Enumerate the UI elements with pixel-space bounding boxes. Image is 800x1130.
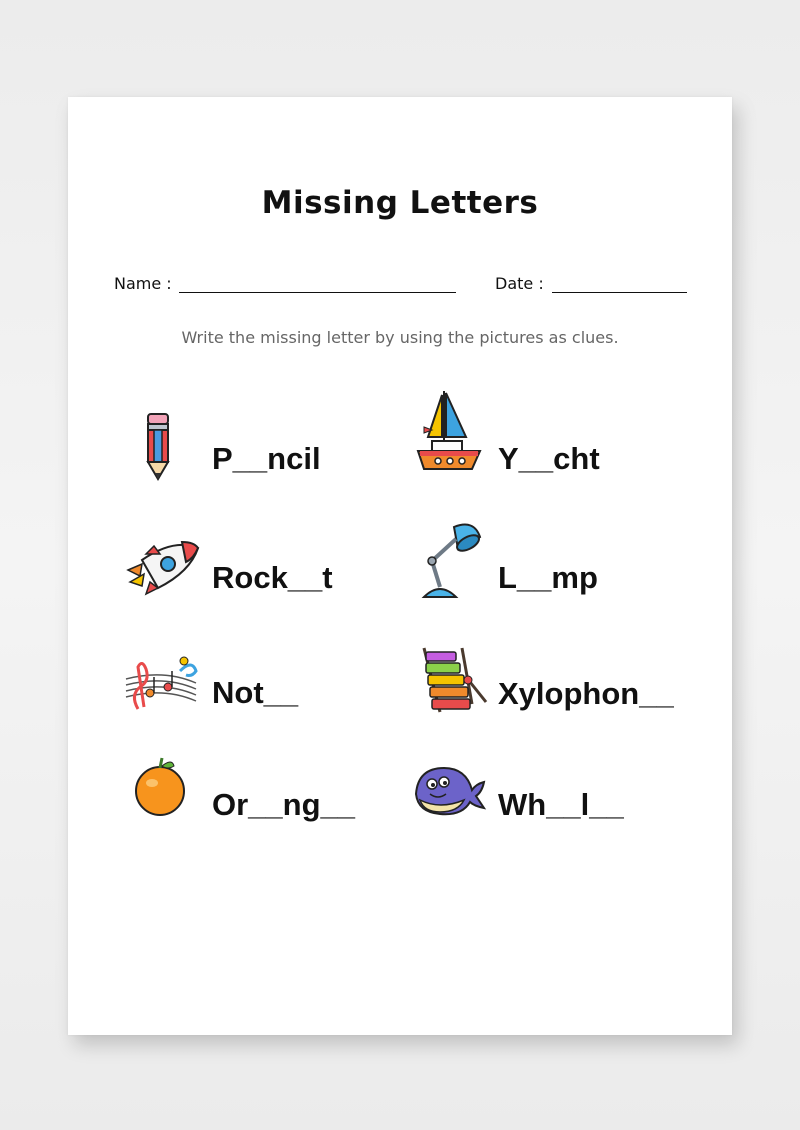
date-label: Date : (495, 274, 544, 293)
date-field-line[interactable] (552, 292, 687, 293)
item-word: Or__ng__ (212, 787, 356, 822)
list-item-rocket (124, 524, 424, 614)
item-word: P__ncil (212, 441, 321, 476)
page-title: Missing Letters (261, 185, 539, 221)
item-word: Rock__t (212, 560, 333, 595)
list-item-note (124, 645, 424, 735)
instruction-text: Write the missing letter by using the pictures as clues. (181, 328, 619, 347)
orange-icon (124, 750, 204, 840)
list-item-lamp (410, 517, 710, 607)
pencil-icon (124, 407, 204, 497)
sailboat-icon (410, 387, 490, 477)
list-item-pencil (124, 407, 424, 497)
name-label: Name : (114, 274, 172, 293)
name-field-line[interactable] (179, 292, 456, 293)
xylophone-icon (410, 642, 490, 732)
item-word: Not__ (212, 675, 299, 710)
item-word: Y__cht (498, 441, 600, 476)
item-word: Wh__l__ (498, 787, 624, 822)
item-word: Xylophon__ (498, 676, 674, 711)
whale-icon (410, 750, 490, 840)
worksheet-page (68, 97, 732, 1035)
list-item-orange (124, 750, 424, 840)
desk-lamp-icon (410, 517, 490, 607)
list-item-whale (410, 750, 710, 840)
item-word: L__mp (498, 560, 598, 595)
music-notes-icon (124, 645, 204, 735)
list-item-yacht (410, 387, 710, 477)
rocket-icon (124, 524, 204, 614)
list-item-xylophone (410, 642, 710, 732)
